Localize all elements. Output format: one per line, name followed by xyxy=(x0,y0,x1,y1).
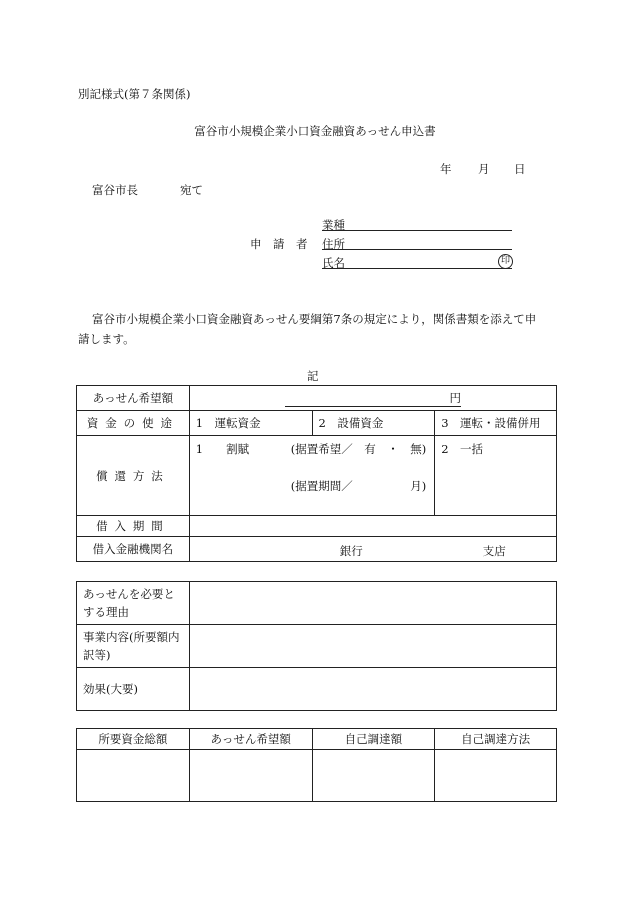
desired-amount-label: あっせん希望額 xyxy=(77,386,190,411)
repayment-label: 償還方法 xyxy=(77,436,190,516)
funding-table xyxy=(76,728,557,802)
reason-label xyxy=(77,582,190,625)
business-label xyxy=(77,625,190,668)
header-self-funding: 自己調達額 xyxy=(312,729,435,750)
form-label: 別記様式(第７条関係) xyxy=(78,87,191,101)
applicant-label: 申 請 者 xyxy=(250,237,308,251)
body-text-line1: 富谷市小規模企業小口資金融資あっせん要綱第7条の規定により，関係書類を添えて申 xyxy=(92,312,537,326)
grace-period: (据置期間／ 月) xyxy=(290,479,427,493)
industry-line[interactable] xyxy=(322,230,512,231)
reason-label-line1: あっせんを必要と xyxy=(83,587,175,601)
bank-label: 銀行 xyxy=(339,544,363,558)
yen-unit: 円 xyxy=(449,391,461,405)
desired-amount-row xyxy=(77,386,557,411)
reason-row xyxy=(77,582,557,625)
seal-mark: 印 xyxy=(498,254,513,269)
fund-use-option-1[interactable]: 1 運転資金 xyxy=(189,411,312,436)
reason-label-line2: する理由 xyxy=(83,605,129,619)
body-text-line2: 請します。 xyxy=(78,332,135,346)
business-label-line2: 訳等) xyxy=(83,648,111,662)
institution-label: 借入金融機関名 xyxy=(77,537,190,562)
institution-row xyxy=(77,537,557,562)
self-funding-method-cell[interactable] xyxy=(435,750,557,802)
fund-use-row xyxy=(77,411,557,436)
repayment-installment-cell[interactable] xyxy=(189,436,434,516)
repayment-option-1: 1 割賦 xyxy=(195,442,250,456)
header-total-funds: 所要資金総額 xyxy=(77,729,190,750)
total-funds-cell[interactable] xyxy=(77,750,190,802)
name-label: 氏名 xyxy=(322,256,345,270)
business-cell[interactable] xyxy=(189,625,556,668)
repayment-option-2[interactable]: 2 一括 xyxy=(435,436,557,516)
date-year: 年 xyxy=(440,162,452,176)
branch-label: 支店 xyxy=(482,544,506,558)
desired-amount-value-cell[interactable] xyxy=(189,750,312,802)
header-self-funding-method: 自己調達方法 xyxy=(435,729,557,750)
effect-row xyxy=(77,668,557,711)
industry-label: 業種 xyxy=(322,218,345,232)
funding-header-row xyxy=(77,729,557,750)
application-table xyxy=(76,385,557,562)
date-month: 月 xyxy=(478,162,490,176)
funding-input-row xyxy=(77,750,557,802)
address-label: 住所 xyxy=(322,237,345,251)
addressee-suffix: 宛て xyxy=(180,183,203,197)
loan-period-label: 借入期間 xyxy=(77,516,190,537)
effect-cell[interactable] xyxy=(189,668,556,711)
reason-cell[interactable] xyxy=(189,582,556,625)
page-title: 富谷市小規模企業小口資金融資あっせん申込書 xyxy=(194,124,436,138)
business-label-line1: 事業内容(所要額内 xyxy=(83,630,180,644)
fund-use-option-2[interactable]: 2 設備資金 xyxy=(312,411,435,436)
ki-heading: 記 xyxy=(307,369,319,383)
grace-wish: (据置希望／ 有 ・ 無) xyxy=(290,442,427,456)
self-funding-cell[interactable] xyxy=(312,750,435,802)
business-row xyxy=(77,625,557,668)
institution-cell[interactable] xyxy=(189,537,556,562)
effect-label: 効果(大要) xyxy=(77,668,190,711)
details-table xyxy=(76,581,557,711)
addressee-name: 富谷市長 xyxy=(92,183,138,197)
fund-use-label: 資金の使途 xyxy=(77,411,190,436)
header-desired-amount: あっせん希望額 xyxy=(189,729,312,750)
desired-amount-cell[interactable] xyxy=(189,386,556,411)
fund-use-option-3[interactable]: 3 運転・設備併用 xyxy=(435,411,557,436)
loan-period-cell[interactable] xyxy=(189,516,556,537)
name-line[interactable] xyxy=(322,268,512,269)
loan-period-row xyxy=(77,516,557,537)
repayment-row xyxy=(77,436,557,516)
address-line[interactable] xyxy=(322,249,512,250)
date-day: 日 xyxy=(514,162,526,176)
